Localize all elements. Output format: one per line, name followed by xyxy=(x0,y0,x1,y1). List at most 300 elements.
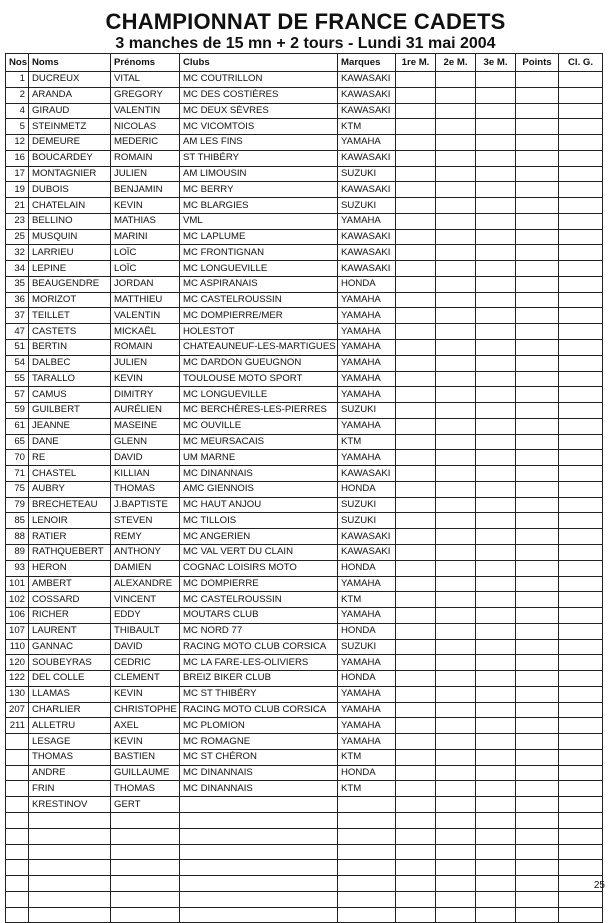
cell-m3 xyxy=(476,702,516,718)
cell-marque: YAMAHA xyxy=(338,655,396,671)
table-row xyxy=(6,876,603,892)
cell-clg xyxy=(559,513,603,529)
cell-m2 xyxy=(436,119,476,135)
cell-nom: RE xyxy=(29,450,111,466)
cell-marque: YAMAHA xyxy=(338,292,396,308)
cell-points xyxy=(516,639,559,655)
cell-points xyxy=(516,560,559,576)
cell-prenom: JORDAN xyxy=(111,276,180,292)
cell-m2 xyxy=(436,592,476,608)
cell-marque: YAMAHA xyxy=(338,608,396,624)
cell-m2 xyxy=(436,198,476,214)
cell-clg xyxy=(559,371,603,387)
cell-nom: DUBOIS xyxy=(29,182,111,198)
cell-m1 xyxy=(396,797,436,813)
cell-marque: HONDA xyxy=(338,623,396,639)
cell-nom: COSSARD xyxy=(29,592,111,608)
cell-clg xyxy=(559,292,603,308)
cell-club: MC TILLOIS xyxy=(180,513,338,529)
cell-points xyxy=(516,781,559,797)
header-nom: Noms xyxy=(29,54,111,72)
cell-nom: TEILLET xyxy=(29,308,111,324)
cell-nom xyxy=(29,812,111,828)
cell-m3 xyxy=(476,229,516,245)
table-row xyxy=(6,797,603,813)
cell-prenom: KEVIN xyxy=(111,371,180,387)
cell-prenom: KEVIN xyxy=(111,686,180,702)
cell-points xyxy=(516,340,559,356)
cell-clg xyxy=(559,434,603,450)
cell-m3 xyxy=(476,261,516,277)
cell-marque: SUZUKI xyxy=(338,403,396,419)
cell-m1 xyxy=(396,340,436,356)
cell-points xyxy=(516,150,559,166)
cell-nom: MONTAGNIER xyxy=(29,166,111,182)
cell-m1 xyxy=(396,781,436,797)
cell-m1 xyxy=(396,844,436,860)
cell-m1 xyxy=(396,639,436,655)
cell-points xyxy=(516,308,559,324)
cell-prenom xyxy=(111,876,180,892)
cell-prenom: GREGORY xyxy=(111,87,180,103)
cell-marque: SUZUKI xyxy=(338,639,396,655)
cell-nom xyxy=(29,844,111,860)
cell-nom: DUCREUX xyxy=(29,72,111,88)
cell-points xyxy=(516,718,559,734)
cell-nom: ARANDA xyxy=(29,87,111,103)
cell-m3 xyxy=(476,844,516,860)
table-row xyxy=(6,560,603,576)
cell-club: MC FRONTIGNAN xyxy=(180,245,338,261)
cell-prenom: MARINI xyxy=(111,229,180,245)
cell-nom: BOUCARDEY xyxy=(29,150,111,166)
cell-club: AMC GIENNOIS xyxy=(180,481,338,497)
cell-club: VML xyxy=(180,213,338,229)
cell-num: 107 xyxy=(6,623,29,639)
cell-prenom: THOMAS xyxy=(111,481,180,497)
cell-prenom: ROMAIN xyxy=(111,340,180,356)
cell-club: ST THIBÉRY xyxy=(180,150,338,166)
cell-club: MC DOMPIERRE/MER xyxy=(180,308,338,324)
cell-m3 xyxy=(476,623,516,639)
cell-prenom: REMY xyxy=(111,529,180,545)
cell-prenom: THIBAULT xyxy=(111,623,180,639)
cell-club xyxy=(180,828,338,844)
table-row xyxy=(6,765,603,781)
cell-m2 xyxy=(436,229,476,245)
cell-clg xyxy=(559,276,603,292)
cell-prenom: ALEXANDRE xyxy=(111,576,180,592)
cell-clg xyxy=(559,403,603,419)
cell-marque: KAWASAKI xyxy=(338,544,396,560)
cell-points xyxy=(516,797,559,813)
cell-m3 xyxy=(476,749,516,765)
cell-clg xyxy=(559,623,603,639)
cell-points xyxy=(516,292,559,308)
cell-m1 xyxy=(396,355,436,371)
cell-prenom: JULIEN xyxy=(111,355,180,371)
cell-points xyxy=(516,576,559,592)
cell-marque: KTM xyxy=(338,434,396,450)
cell-clg xyxy=(559,781,603,797)
cell-num: 23 xyxy=(6,213,29,229)
cell-marque xyxy=(338,876,396,892)
cell-marque xyxy=(338,907,396,923)
cell-num: 57 xyxy=(6,387,29,403)
results-table xyxy=(5,53,603,923)
table-row xyxy=(6,103,603,119)
cell-club xyxy=(180,907,338,923)
cell-club: MC DINANNAIS xyxy=(180,466,338,482)
cell-marque: YAMAHA xyxy=(338,686,396,702)
header-num: Nos xyxy=(6,54,29,72)
cell-club: MC DINANNAIS xyxy=(180,765,338,781)
cell-club: MC LONGUEVILLE xyxy=(180,261,338,277)
table-row xyxy=(6,718,603,734)
cell-m3 xyxy=(476,450,516,466)
cell-m3 xyxy=(476,371,516,387)
table-row xyxy=(6,812,603,828)
table-row xyxy=(6,844,603,860)
cell-num: 61 xyxy=(6,418,29,434)
cell-marque: YAMAHA xyxy=(338,418,396,434)
cell-clg xyxy=(559,213,603,229)
cell-clg xyxy=(559,150,603,166)
cell-club: MC LA FARE-LES-OLIVIERS xyxy=(180,655,338,671)
cell-nom: AUBRY xyxy=(29,481,111,497)
table-row xyxy=(6,513,603,529)
cell-marque: KTM xyxy=(338,781,396,797)
cell-m3 xyxy=(476,860,516,876)
cell-nom: CHARLIER xyxy=(29,702,111,718)
cell-clg xyxy=(559,450,603,466)
cell-clg xyxy=(559,466,603,482)
cell-prenom: DAVID xyxy=(111,639,180,655)
cell-clg xyxy=(559,797,603,813)
cell-points xyxy=(516,182,559,198)
cell-club: MC PLOMION xyxy=(180,718,338,734)
table-row xyxy=(6,434,603,450)
table-row xyxy=(6,135,603,151)
cell-m2 xyxy=(436,324,476,340)
cell-marque: YAMAHA xyxy=(338,213,396,229)
cell-nom: FRIN xyxy=(29,781,111,797)
cell-num: 70 xyxy=(6,450,29,466)
cell-points xyxy=(516,72,559,88)
cell-m2 xyxy=(436,245,476,261)
cell-prenom: KEVIN xyxy=(111,198,180,214)
cell-m2 xyxy=(436,844,476,860)
cell-clg xyxy=(559,119,603,135)
cell-m2 xyxy=(436,292,476,308)
cell-m1 xyxy=(396,466,436,482)
cell-m3 xyxy=(476,292,516,308)
cell-m1 xyxy=(396,308,436,324)
cell-club: TOULOUSE MOTO SPORT xyxy=(180,371,338,387)
cell-m3 xyxy=(476,355,516,371)
cell-club: MC DOMPIERRE xyxy=(180,576,338,592)
cell-marque: KAWASAKI xyxy=(338,261,396,277)
table-row xyxy=(6,213,603,229)
cell-clg xyxy=(559,844,603,860)
cell-num: 89 xyxy=(6,544,29,560)
cell-m1 xyxy=(396,292,436,308)
cell-m3 xyxy=(476,340,516,356)
cell-num: 207 xyxy=(6,702,29,718)
cell-m1 xyxy=(396,702,436,718)
cell-m3 xyxy=(476,182,516,198)
cell-points xyxy=(516,229,559,245)
table-row xyxy=(6,308,603,324)
cell-m3 xyxy=(476,812,516,828)
cell-club xyxy=(180,844,338,860)
cell-marque: KAWASAKI xyxy=(338,245,396,261)
cell-num: 47 xyxy=(6,324,29,340)
cell-m2 xyxy=(436,135,476,151)
cell-marque: HONDA xyxy=(338,671,396,687)
cell-prenom: GERT xyxy=(111,797,180,813)
cell-nom: DANE xyxy=(29,434,111,450)
cell-points xyxy=(516,592,559,608)
cell-prenom: MICKAËL xyxy=(111,324,180,340)
cell-m3 xyxy=(476,781,516,797)
cell-points xyxy=(516,481,559,497)
cell-prenom: AXEL xyxy=(111,718,180,734)
cell-prenom: ANTHONY xyxy=(111,544,180,560)
table-row xyxy=(6,623,603,639)
cell-num: 16 xyxy=(6,150,29,166)
cell-nom: GIRAUD xyxy=(29,103,111,119)
cell-m3 xyxy=(476,466,516,482)
cell-num: 71 xyxy=(6,466,29,482)
cell-points xyxy=(516,860,559,876)
cell-clg xyxy=(559,544,603,560)
cell-m1 xyxy=(396,229,436,245)
cell-club: MC OUVILLE xyxy=(180,418,338,434)
cell-m3 xyxy=(476,87,516,103)
cell-m1 xyxy=(396,734,436,750)
cell-num: 5 xyxy=(6,119,29,135)
cell-points xyxy=(516,119,559,135)
cell-clg xyxy=(559,608,603,624)
cell-club: MC DES COSTIÈRES xyxy=(180,87,338,103)
table-row xyxy=(6,481,603,497)
cell-marque: KAWASAKI xyxy=(338,529,396,545)
cell-club: AM LES FINS xyxy=(180,135,338,151)
cell-prenom: J.BAPTISTE xyxy=(111,497,180,513)
cell-points xyxy=(516,450,559,466)
table-row xyxy=(6,576,603,592)
cell-points xyxy=(516,403,559,419)
cell-clg xyxy=(559,497,603,513)
table-row xyxy=(6,150,603,166)
cell-num: 55 xyxy=(6,371,29,387)
table-row xyxy=(6,371,603,387)
cell-m3 xyxy=(476,387,516,403)
cell-m3 xyxy=(476,592,516,608)
table-row xyxy=(6,907,603,923)
cell-nom: BEAUGENDRE xyxy=(29,276,111,292)
cell-club: RACING MOTO CLUB CORSICA xyxy=(180,702,338,718)
cell-points xyxy=(516,844,559,860)
cell-marque: YAMAHA xyxy=(338,450,396,466)
cell-m1 xyxy=(396,387,436,403)
cell-nom: CHASTEL xyxy=(29,466,111,482)
cell-marque: YAMAHA xyxy=(338,135,396,151)
cell-m2 xyxy=(436,876,476,892)
cell-marque: KTM xyxy=(338,592,396,608)
table-row xyxy=(6,403,603,419)
cell-num: 130 xyxy=(6,686,29,702)
cell-m3 xyxy=(476,324,516,340)
cell-marque: YAMAHA xyxy=(338,718,396,734)
cell-m3 xyxy=(476,418,516,434)
cell-marque: YAMAHA xyxy=(338,371,396,387)
table-row xyxy=(6,72,603,88)
cell-points xyxy=(516,812,559,828)
cell-num: 93 xyxy=(6,560,29,576)
cell-m3 xyxy=(476,671,516,687)
cell-club: MC MEURSACAIS xyxy=(180,434,338,450)
cell-points xyxy=(516,355,559,371)
cell-prenom: BENJAMIN xyxy=(111,182,180,198)
cell-marque: YAMAHA xyxy=(338,702,396,718)
cell-num: 25 xyxy=(6,229,29,245)
cell-nom: MORIZOT xyxy=(29,292,111,308)
cell-marque: KTM xyxy=(338,749,396,765)
cell-clg xyxy=(559,671,603,687)
cell-m2 xyxy=(436,749,476,765)
cell-clg xyxy=(559,182,603,198)
cell-clg xyxy=(559,103,603,119)
table-row xyxy=(6,340,603,356)
cell-m2 xyxy=(436,213,476,229)
cell-m2 xyxy=(436,639,476,655)
cell-club: MC DINANNAIS xyxy=(180,781,338,797)
cell-m1 xyxy=(396,608,436,624)
cell-m2 xyxy=(436,87,476,103)
cell-points xyxy=(516,166,559,182)
cell-m3 xyxy=(476,513,516,529)
cell-m1 xyxy=(396,718,436,734)
cell-m3 xyxy=(476,639,516,655)
table-row xyxy=(6,261,603,277)
table-row xyxy=(6,245,603,261)
cell-prenom: NICOLAS xyxy=(111,119,180,135)
cell-num: 75 xyxy=(6,481,29,497)
cell-nom: TARALLO xyxy=(29,371,111,387)
cell-m1 xyxy=(396,828,436,844)
cell-num: 2 xyxy=(6,87,29,103)
cell-prenom: STEVEN xyxy=(111,513,180,529)
cell-m2 xyxy=(436,734,476,750)
cell-prenom: MATHIAS xyxy=(111,213,180,229)
cell-m3 xyxy=(476,103,516,119)
cell-club: MC DARDON GUEUGNON xyxy=(180,355,338,371)
cell-m1 xyxy=(396,655,436,671)
cell-m3 xyxy=(476,135,516,151)
cell-nom: BERTIN xyxy=(29,340,111,356)
cell-prenom xyxy=(111,812,180,828)
cell-m2 xyxy=(436,560,476,576)
cell-num: 65 xyxy=(6,434,29,450)
cell-marque: HONDA xyxy=(338,765,396,781)
table-row xyxy=(6,529,603,545)
cell-nom: CASTETS xyxy=(29,324,111,340)
cell-num: 32 xyxy=(6,245,29,261)
table-row xyxy=(6,702,603,718)
table-row xyxy=(6,592,603,608)
table-row xyxy=(6,639,603,655)
cell-prenom: VALENTIN xyxy=(111,308,180,324)
cell-club xyxy=(180,876,338,892)
cell-num: 54 xyxy=(6,355,29,371)
cell-clg xyxy=(559,87,603,103)
cell-club: HOLESTOT xyxy=(180,324,338,340)
cell-marque: SUZUKI xyxy=(338,497,396,513)
cell-m3 xyxy=(476,72,516,88)
cell-points xyxy=(516,466,559,482)
cell-clg xyxy=(559,718,603,734)
cell-prenom: LOÏC xyxy=(111,261,180,277)
cell-marque: SUZUKI xyxy=(338,198,396,214)
cell-points xyxy=(516,702,559,718)
cell-m1 xyxy=(396,686,436,702)
cell-points xyxy=(516,513,559,529)
cell-prenom xyxy=(111,828,180,844)
cell-num: 102 xyxy=(6,592,29,608)
cell-prenom: EDDY xyxy=(111,608,180,624)
cell-nom: RICHER xyxy=(29,608,111,624)
cell-nom: LARRIEU xyxy=(29,245,111,261)
cell-m2 xyxy=(436,434,476,450)
cell-num: 35 xyxy=(6,276,29,292)
cell-nom: JEANNE xyxy=(29,418,111,434)
cell-m3 xyxy=(476,608,516,624)
cell-nom: KRESTINOV xyxy=(29,797,111,813)
cell-club: COGNAC LOISIRS MOTO xyxy=(180,560,338,576)
cell-points xyxy=(516,608,559,624)
cell-clg xyxy=(559,72,603,88)
table-row xyxy=(6,198,603,214)
cell-m3 xyxy=(476,434,516,450)
cell-points xyxy=(516,213,559,229)
cell-m2 xyxy=(436,261,476,277)
cell-m3 xyxy=(476,213,516,229)
table-row xyxy=(6,544,603,560)
table-row xyxy=(6,686,603,702)
cell-club: MC VICOMTOIS xyxy=(180,119,338,135)
cell-clg xyxy=(559,702,603,718)
cell-clg xyxy=(559,592,603,608)
cell-num xyxy=(6,749,29,765)
cell-clg xyxy=(559,749,603,765)
cell-nom: STEINMETZ xyxy=(29,119,111,135)
cell-club: MC LONGUEVILLE xyxy=(180,387,338,403)
table-row xyxy=(6,860,603,876)
cell-prenom: KEVIN xyxy=(111,734,180,750)
cell-points xyxy=(516,387,559,403)
cell-club: MC BERCHÈRES-LES-PIERRES xyxy=(180,403,338,419)
cell-m1 xyxy=(396,671,436,687)
cell-m1 xyxy=(396,623,436,639)
cell-prenom: MASEINE xyxy=(111,418,180,434)
cell-nom: DEL COLLE xyxy=(29,671,111,687)
cell-clg xyxy=(559,418,603,434)
table-row xyxy=(6,276,603,292)
cell-nom: ANDRE xyxy=(29,765,111,781)
cell-m2 xyxy=(436,182,476,198)
